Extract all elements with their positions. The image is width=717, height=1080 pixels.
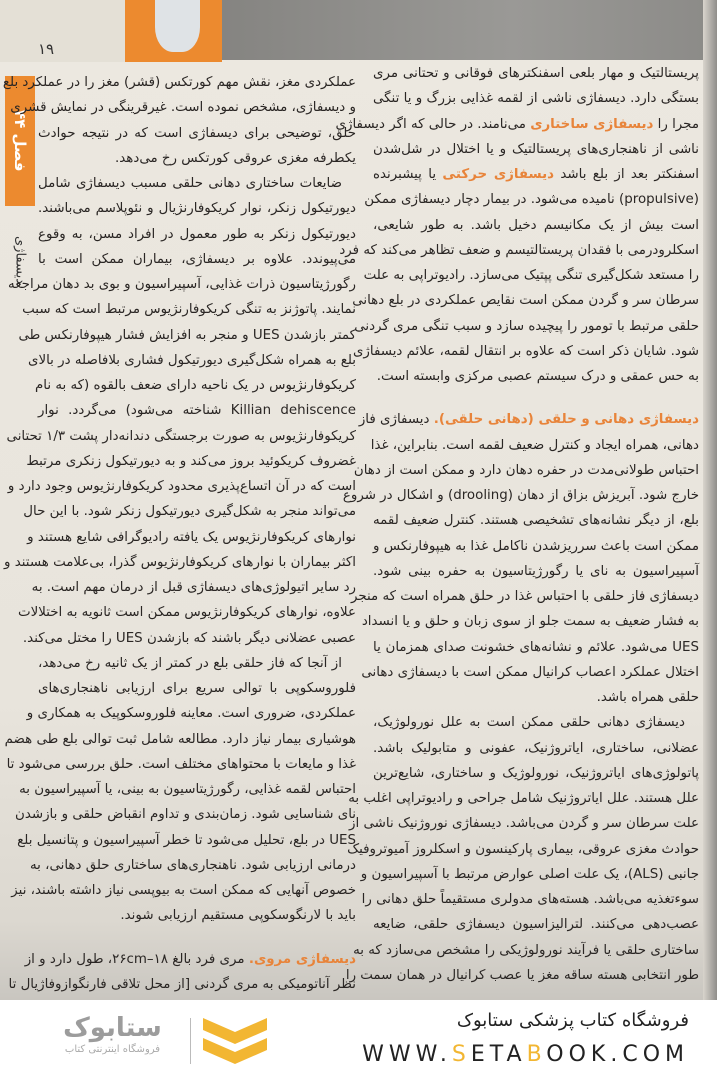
text-line: است بیش از یک مکانیسم دخیل باشد. به طور شایعی، [373, 217, 699, 233]
text-line: جانبی (ALS)، یک علت اصلی عوارض مرتبط با آسپیراسیون و [360, 866, 699, 882]
text-line: احتباس لقمه غذایی، رگورژیتاسیون به بینی، یا آسپیراسیون به [19, 782, 356, 797]
text-line: ناشی از ناهنجاری‌های پریستالتیک و یا اختلال در شل‌شدن [373, 141, 699, 157]
logo-divider [190, 1018, 191, 1064]
highlighted-term: دیسفاژی مروی. [248, 951, 356, 967]
text-line: Killian dehiscence شناخته می‌شود) می‌گردد. نوار [38, 403, 356, 419]
text-segment: می‌نامند. در حالی که اگر دیسفاژی [335, 116, 531, 132]
store-name: فروشگاه کتاب پزشکی ستابوک [456, 1010, 689, 1031]
text-line: باید با لارنگوسکوپی مستقیم ارزیابی شوند. [120, 908, 356, 924]
paragraph-gap [38, 929, 356, 947]
text-line: کریکوفارنژیوس در یک ناحیه دارای ضعف بالقوه (که به نام [34, 378, 356, 393]
text-line: نای شناسایی شود. زمان‌بندی و تداوم انقباض حلقی و بازشدن [14, 807, 356, 823]
text-line: سوءتغذیه می‌باشد. هسته‌های مدولری مستقیماً حلق دهانی را [361, 892, 699, 907]
text-line: خصوص آنهایی که ممکن است به بیوپسی نیاز داشته باشند، نیز [11, 883, 356, 898]
text-line [335, 112, 699, 137]
text-line: ممکن است باعث سرریزشدن ناکامل غذا به هیپوفارنکس و [373, 538, 699, 554]
url-part-highlight: B [526, 1042, 547, 1067]
text-line: دیورتیکول زنکر به طور معمول در افراد مسن، به وقوع [38, 226, 356, 242]
text-line: حلقی همراه باشد. [596, 690, 699, 705]
text-segment: مجرا را [653, 116, 699, 132]
book-spine-shadow [703, 0, 717, 1000]
highlighted-term: دیسفاژی ساختاری [530, 116, 654, 132]
text-line: نظر آناتومیکی به مری گردنی [از محل تلاقی فارنگوازوفاژیال تا [8, 976, 356, 992]
text-line: دیورتیکول زنکر، نوار کریکوفارنژیال و نئوپلاسم می‌باشند. [38, 201, 356, 217]
text-line [373, 162, 699, 187]
text-line: عضلانی، ساختاری، ایاتروژنیک، عفونی و متابولیک باشد. [373, 740, 699, 756]
text-line: UES در بلع، تحلیل می‌شود تا خطر آسپیراسیون و پتانسیل بلع [17, 832, 356, 848]
text-line: بلع، از دیگر نشانه‌های تشخیصی هستند. کنترل ضعیف لقمه [373, 513, 699, 529]
url-part: OOK.COM [546, 1042, 689, 1067]
text-line: یکطرفه مغزی عروقی کورتکس رخ می‌دهد. [115, 150, 356, 166]
text-line: درمانی ارزیابی شود. ناهنجاری‌های ساختاری حلق دهانی، به [29, 857, 356, 873]
paragraph-gap [373, 389, 699, 407]
text-line: (propulsive) نامیده می‌شود. در بیمار دچار دیسفاژی ممکن [364, 192, 699, 208]
text-line: علل هستند. علل ایاتروژنیک شامل جراحی و رادیوتراپی اغلب به [348, 791, 699, 806]
store-logo [40, 1012, 185, 1055]
text-line: عصبی عضلانی دیگر باشند که بازشدن UES را مختل می‌کند. [22, 630, 356, 646]
url-part: ETA [470, 1042, 527, 1067]
chevron-logo-icon [203, 1018, 267, 1068]
text-line: سرطان سر و گردن ممکن است نقایص عملکردی در بلع دهانی [352, 293, 699, 309]
text-line: بستگی دارد. دیسفاژی ناشی از لقمه غذایی بزرگ و یا تنگی [373, 91, 699, 107]
text-line: نمایند. پاتوژنز به تنگی کریکوفارنژیوس مرتبط است که سبب [22, 302, 356, 318]
store-url[interactable] [362, 1042, 689, 1067]
header-band [0, 0, 125, 62]
chapter-tab-label: فصل ۴۴ [11, 110, 29, 172]
text-line: به فشار ضعیف به سمت جلو از سوی زبان و حلق و یا انسداد [361, 614, 699, 630]
text-line: احتباس طولانی‌مدت در حفره دهان دارد و ممکن است از دهان [353, 462, 699, 478]
text-line: بلع به همراه شکل‌گیری دیورتیکول فشاری بلافاصله در بالای [27, 352, 356, 368]
text-segment: اسفنکتر بعد از بلع باشد [554, 167, 700, 182]
text-line: از آنجا که فاز حلقی بلع در کمتر از یک ثانیه رخ می‌دهد، [38, 655, 342, 671]
text-line: می‌پیوندد. علاوه بر دیسفاژی، بیماران ممکن است با [38, 251, 356, 267]
text-line: نوارهای کریکوفارنژیوس یک یافته رادیوگرافی شایع هستند و [27, 529, 356, 545]
highlighted-term: دیسفاژی دهانی و حلقی (دهانی حلقی). [433, 412, 699, 428]
text-line: پریستالتیک و مهار بلعی اسفنکترهای فوقانی و تحتانی مری [373, 66, 699, 81]
text-line: شود. شایان ذکر است که علاوه بر انتقال لقمه، علائم دیسفاژی [352, 343, 699, 359]
text-line: UES می‌شود. علائم و نشانه‌های خشونت صدای همزمان یا [373, 639, 699, 655]
logo-wordmark: ستابوک [63, 1013, 162, 1043]
store-footer [0, 1000, 717, 1080]
header-gray-band [222, 0, 707, 60]
text-line: اختلال عملکرد اعصاب کرانیال ممکن است با دیسفاژی دهانی [361, 664, 699, 680]
text-line: هوشیاری بیمار نیاز دارد. مطالعه شامل ثبت توالی بلع طی هضم [4, 731, 356, 747]
text-line: غذا و مایعات با محتواهای مختلف است. حلق بررسی می‌شود تا [6, 756, 356, 772]
text-line: دیسفاژی دهانی حلقی ممکن است به علل نورولوژیک، [373, 715, 685, 731]
logo-tagline: فروشگاه اینترنتی کتاب [64, 1044, 161, 1055]
text-line: و دیسفاژی، مشخص نموده است. غیرقرینگی در نمایش قشری [10, 100, 356, 116]
text-line: فلوروسکوپی با توالی سریع برای ارزیابی ناهنجاری‌های [38, 681, 356, 696]
text-line: عملکردی مغز، نقش مهم کورتکس (قشر) مغز را در عملکرد بلع [2, 75, 356, 90]
page-number: ۱۹ [38, 40, 55, 58]
text-line: علت سرطان سر و گردن می‌باشد. دیسفاژی نوروژنیک ناشی از [349, 816, 699, 832]
text-line: پاتولوژی‌های ایاتروژنیک، نورولوژیک و ساختاری، شایع‌ترین [373, 765, 699, 781]
text-line: اکثر بیماران با نوارهای کریکوفارنژیوس گذرا، بی‌علامت هستند و [4, 554, 356, 570]
text-line: کمتر بازشدن UES و منجر به افزایش فشار هیپوفارنکس طی [18, 327, 356, 343]
text-line: عصب‌دهی می‌کنند. لترالیزاسیون دیسفاژی حلقی، ضایعه [373, 917, 699, 933]
text-line: رد سایر اتیولوژی‌های دیسفاژی قبل از درمان مهم است. به [31, 580, 356, 595]
text-line: اسکلرودرمی با فقدان پریستالتیسم و ضعف تظاهر می‌کند که فرد [339, 242, 699, 258]
text-line: ساختاری حلقی یا فرآیند نورولوژیکی را مشخص می‌سازد که به [353, 942, 699, 958]
section-side-label-text: دیسفاژی [12, 236, 28, 284]
text-line: را مستعد شکل‌گیری تنگی پپتیک می‌سازد. رادیوتراپی به علت [363, 268, 699, 283]
text-line: غضروف کریکوئید بروز می‌کند و به دیورتیکول زنکری مرتبط [26, 453, 356, 469]
text-line: کریکوفارنژیوس به صورت برجستگی دندانه‌دار پشت ۱/۳ تحتانی [6, 428, 356, 444]
text-column-right [335, 61, 700, 988]
text-line: دیسفاژی فاز حلقی با احتباس غذا در حلق همراه است که منجر [350, 589, 699, 604]
text-line [358, 407, 699, 432]
text-line: رگورژیتاسیون ذرات غذایی، آسپیراسیون و بوی بد دهان مراجعه [8, 277, 356, 292]
text-line: حوادث مغزی عروقی، بیماری پارکینسون و اسکلروز آمیوتروفیک [347, 841, 699, 857]
text-line: دهانی، همراه ایجاد و کنترل ضعیف لقمه است. بنابراین، غذا [370, 437, 699, 453]
text-line: آسپیراسیون به نای یا رگورژیتاسیون به حفره بینی شود. [373, 563, 699, 579]
url-part: WWW. [362, 1042, 452, 1067]
text-line: طور انتخابی هسته ساقه مغز یا عصب کرانیال در همان سمت را [345, 967, 699, 983]
text-line: عملکردی، ضروری است. معاینه فلوروسکوپیک به همکاری و [26, 706, 356, 722]
url-part-highlight: S [451, 1042, 471, 1067]
text-line: ضایعات ساختاری دهانی حلقی مسبب دیسفاژی شامل [38, 176, 342, 191]
text-segment: یا پیشبرنده [373, 167, 443, 182]
text-segment: دیسفاژی فاز [358, 412, 434, 428]
highlighted-term: دیسفاژی حرکتی [442, 167, 555, 182]
text-line [24, 947, 356, 972]
text-line: است که در آن اتساع‌پذیری محدود کریکوفارنژیوس وجود دارد و [7, 479, 356, 494]
text-line: حلقی مرتبط با تومور را پیچیده سازد و سبب تنگی مری گردنی [354, 318, 699, 334]
chapter-header-image [125, 0, 222, 62]
text-line: می‌تواند منجر به شکل‌گیری دیورتیکول زنکر شود. با این حال [23, 504, 356, 520]
text-line: علاوه، نوارهای کریکوفارنژیوس ممکن است ثانویه به اختلالات [17, 605, 356, 621]
text-line: حلق، توضیحی برای دیسفاژی است که در نتیجه حوادث [38, 125, 356, 141]
text-segment: مری فرد بالغ ۱۸–۲۶cm، طول دارد و از [24, 951, 249, 967]
text-line: به حس عمقی و درک سیستم عصبی مرکزی وابسته است. [376, 369, 699, 384]
text-line: خارج شود. آبریزش بزاق از دهان (drooling) و اشکال در شروع [342, 488, 699, 503]
